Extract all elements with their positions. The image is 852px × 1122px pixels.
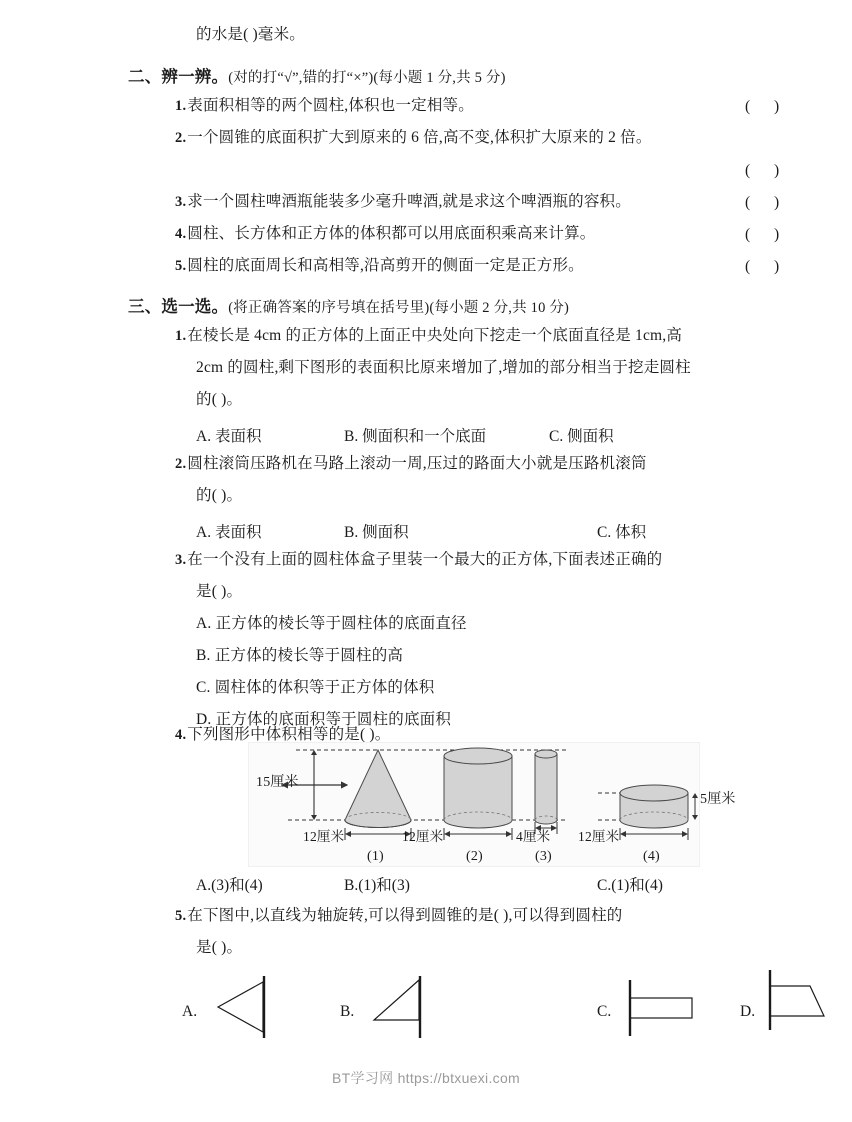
section-two-title: 二、辨一辨。 bbox=[128, 67, 229, 86]
choice-q2-line2[interactable]: 的( )。 bbox=[196, 487, 243, 504]
section-three-subtitle: (将正确答案的序号填在括号里)(每小题 2 分,共 10 分) bbox=[228, 300, 570, 316]
choice-q1-number: 1. bbox=[175, 328, 187, 344]
choice-q2-option-c[interactable]: C. 体积 bbox=[597, 524, 647, 541]
choice-q3-option-c[interactable]: C. 圆柱体的体积等于正方体的体积 bbox=[196, 679, 435, 696]
choice-q3-number: 3. bbox=[175, 552, 187, 568]
choice-q2-option-a[interactable]: A. 表面积 bbox=[196, 524, 262, 541]
choice-q3-line1 bbox=[175, 552, 662, 568]
choice-q3-text-line1: 在一个没有上面的圆柱体盒子里装一个最大的正方体,下面表述正确的 bbox=[187, 551, 663, 568]
choice-q5-number: 5. bbox=[175, 908, 187, 924]
tf-item-3 bbox=[175, 194, 631, 210]
section-heading-true-false bbox=[128, 63, 506, 87]
tf-item-2-text: 一个圆锥的底面积扩大到原来的 6 倍,高不变,体积扩大原来的 2 倍。 bbox=[187, 129, 652, 146]
tf-answer-bracket-1[interactable]: ( ) bbox=[745, 98, 790, 115]
figure-diameter-label-2: 12厘米 bbox=[402, 829, 444, 844]
choice-q1-options bbox=[196, 424, 614, 446]
tf-item-1-text: 表面积相等的两个圆柱,体积也一定相等。 bbox=[187, 97, 474, 114]
figure-caption-1: (1) bbox=[367, 849, 384, 864]
tf-item-2-number: 2. bbox=[175, 130, 187, 146]
tf-item-5-number: 5. bbox=[175, 258, 187, 274]
tf-item-1 bbox=[175, 98, 474, 114]
choice-q4-options bbox=[196, 873, 663, 895]
choice-q1-option-c[interactable]: C. 侧面积 bbox=[549, 428, 614, 445]
tf-item-4-text: 圆柱、长方体和正方体的体积都可以用底面积乘高来计算。 bbox=[187, 225, 596, 242]
tf-item-3-text: 求一个圆柱啤酒瓶能装多少毫升啤酒,就是求这个啤酒瓶的容积。 bbox=[187, 193, 631, 210]
choice-q4-option-c[interactable]: C.(1)和(4) bbox=[597, 877, 663, 894]
figure-height-label-15cm: 15厘米 bbox=[256, 775, 299, 790]
tf-item-2 bbox=[175, 130, 652, 146]
carryover-line: 的水是( )毫米。 bbox=[196, 26, 305, 43]
tf-item-4-number: 4. bbox=[175, 226, 187, 242]
figure-height-label-5cm: 5厘米 bbox=[700, 792, 736, 807]
choice-q3-line2[interactable]: 是( )。 bbox=[196, 583, 243, 600]
section-heading-multiple-choice bbox=[128, 293, 569, 317]
choice-q4-prompt bbox=[175, 727, 390, 743]
choice-q5-option-c-label: C. bbox=[597, 1003, 612, 1020]
choice-q2-options bbox=[196, 520, 646, 542]
tf-item-5-text: 圆柱的底面周长和高相等,沿高剪开的侧面一定是正方形。 bbox=[187, 257, 584, 274]
tf-item-3-number: 3. bbox=[175, 194, 187, 210]
choice-q1-line3[interactable]: 的( )。 bbox=[196, 391, 243, 408]
rotation-shape-c[interactable] bbox=[620, 972, 710, 1052]
section-three-title: 三、选一选。 bbox=[128, 297, 229, 316]
shape-cylinder-2 bbox=[444, 748, 512, 840]
choice-q5-option-a-label: A. bbox=[182, 1003, 198, 1020]
choice-q5-option-b-label: B. bbox=[340, 1003, 355, 1020]
section-two-subtitle: (对的打“√”,错的打“×”)(每小题 1 分,共 5 分) bbox=[228, 70, 506, 86]
tf-answer-bracket-4[interactable]: ( ) bbox=[745, 226, 790, 243]
figure-caption-4: (4) bbox=[643, 849, 660, 864]
choice-q3-option-b[interactable]: B. 正方体的棱长等于圆柱的高 bbox=[196, 647, 404, 664]
figure-diameter-label-3: 4厘米 bbox=[516, 829, 551, 844]
choice-q5-line2[interactable]: 是( )。 bbox=[196, 939, 243, 956]
figure-caption-2: (2) bbox=[466, 849, 483, 864]
choice-q2-option-b[interactable]: B. 侧面积 bbox=[344, 524, 409, 541]
tf-item-5 bbox=[175, 258, 584, 274]
choice-q2-line1 bbox=[175, 456, 647, 472]
choice-q5-text-line1[interactable]: 在下图中,以直线为轴旋转,可以得到圆锥的是( ),可以得到圆柱的 bbox=[187, 907, 623, 924]
choice-q5-option-d-label: D. bbox=[740, 1003, 756, 1020]
tf-answer-bracket-2[interactable]: ( ) bbox=[745, 162, 790, 179]
tf-item-4 bbox=[175, 226, 595, 242]
shape-cylinder-3 bbox=[535, 750, 557, 834]
choice-q3-option-a[interactable]: A. 正方体的棱长等于圆柱体的底面直径 bbox=[196, 615, 467, 632]
choice-q2-text-line1: 圆柱滚筒压路机在马路上滚动一周,压过的路面大小就是压路机滚筒 bbox=[187, 455, 647, 472]
rotation-shape-a[interactable] bbox=[208, 972, 278, 1052]
choice-q5-line1 bbox=[175, 908, 623, 924]
choice-q4-option-b[interactable]: B.(1)和(3) bbox=[344, 877, 410, 894]
tf-answer-bracket-5[interactable]: ( ) bbox=[745, 258, 790, 275]
tf-answer-bracket-3[interactable]: ( ) bbox=[745, 194, 790, 211]
figure-diameter-label-1: 12厘米 bbox=[303, 829, 345, 844]
tf-item-1-number: 1. bbox=[175, 98, 187, 114]
choice-q4-text[interactable]: 下列图形中体积相等的是( )。 bbox=[187, 726, 391, 743]
choice-q1-option-a[interactable]: A. 表面积 bbox=[196, 428, 262, 445]
choice-q4-option-a[interactable]: A.(3)和(4) bbox=[196, 877, 263, 894]
rotation-shape-b[interactable] bbox=[364, 972, 434, 1052]
footer-watermark: BT学习网 https://btxuexi.com bbox=[332, 1070, 520, 1086]
choice-q4-number: 4. bbox=[175, 727, 187, 743]
choice-q1-text-line1: 在棱长是 4cm 的正方体的上面正中央处向下挖走一个底面直径是 1cm,高 bbox=[187, 327, 683, 344]
rotation-shape-d[interactable] bbox=[762, 968, 842, 1048]
figure-diameter-label-4: 12厘米 bbox=[578, 829, 620, 844]
choice-q1-line1 bbox=[175, 328, 682, 344]
choice-q1-option-b[interactable]: B. 侧面积和一个底面 bbox=[344, 428, 487, 445]
choice-q2-number: 2. bbox=[175, 456, 187, 472]
choice-q1-line2: 2cm 的圆柱,剩下图形的表面积比原来增加了,增加的部分相当于挖走圆柱 bbox=[196, 359, 691, 376]
figure-caption-3: (3) bbox=[535, 849, 552, 864]
choice-q3-option-d[interactable]: D. 正方体的底面积等于圆柱的底面积 bbox=[196, 711, 452, 728]
